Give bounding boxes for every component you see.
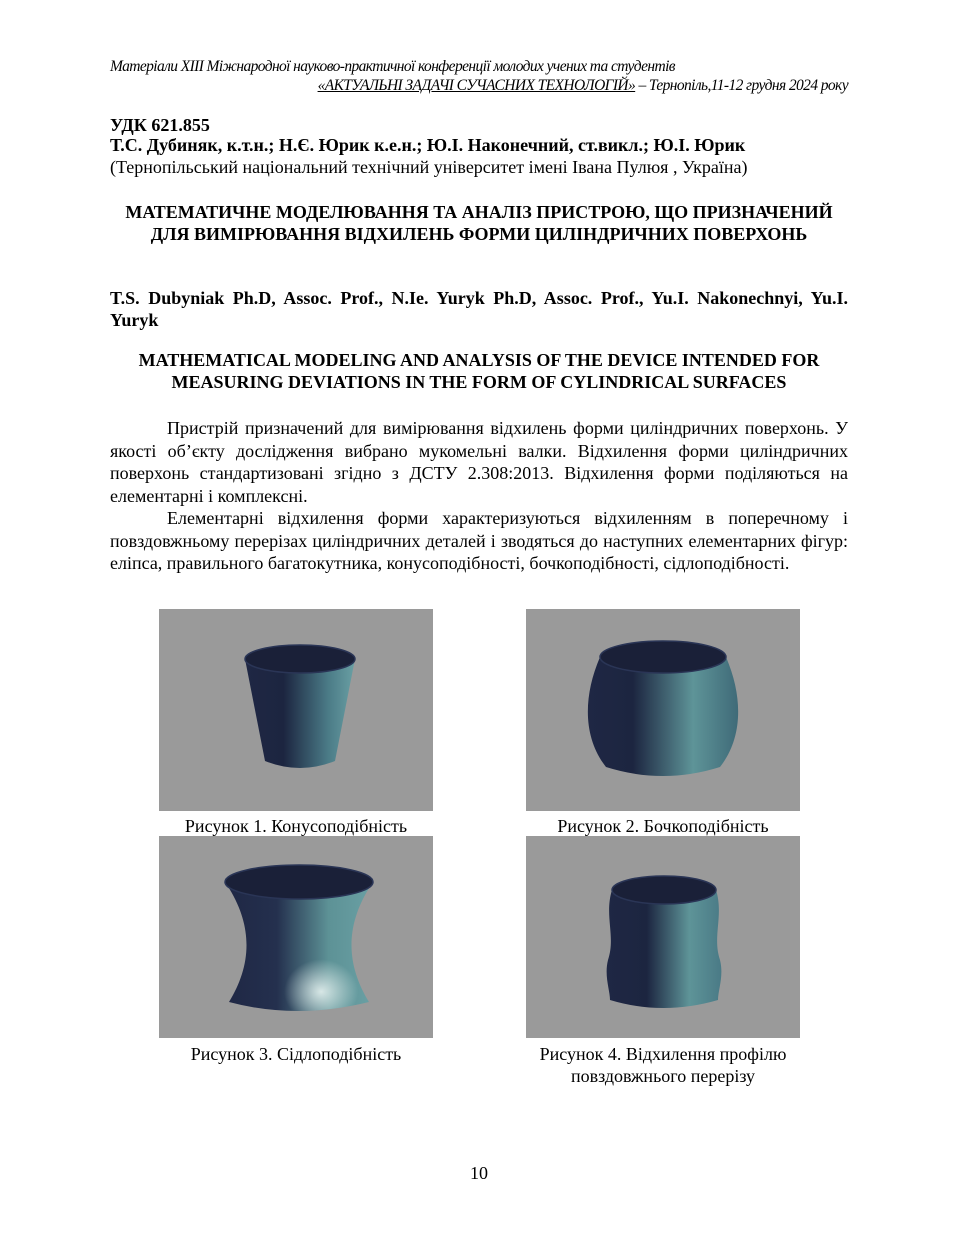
title-english: MATHEMATICAL MODELING AND ANALYSIS OF THE DEVICE INTENDED FOR MEASURING DEVIATIONS IN THE FORM OF CYLINDRICAL SURFACES xyxy=(138,350,820,392)
cone-surface-graphic xyxy=(159,609,433,811)
authors-ukrainian: Т.С. Дубиняк, к.т.н.; Н.Є. Юрик к.е.н.; Ю.І. Наконечний, ст.викл.; Ю.І. Юрик xyxy=(110,135,746,155)
saddle-surface-graphic xyxy=(159,836,433,1038)
header-conference-name: «АКТУАЛЬНІ ЗАДАЧІ СУЧАСНИХ ТЕХНОЛОГІЙ» xyxy=(317,77,636,94)
barrel-surface-graphic xyxy=(526,609,800,811)
figure-4-caption: Рисунок 4. Відхилення профілю повздовжнього перерізу xyxy=(539,1044,787,1086)
figure-2-barrel-image xyxy=(526,609,800,811)
figure-1-cone-image xyxy=(159,609,433,811)
wavy-cylinder-graphic xyxy=(526,836,800,1038)
body-text xyxy=(110,417,848,575)
title-ukrainian: МАТЕМАТИЧНЕ МОДЕЛЮВАННЯ ТА АНАЛІЗ ПРИСТРОЮ, ЩО ПРИЗНАЧЕНИЙ ДЛЯ ВИМІРЮВАННЯ ВІДХИЛЕНЬ ФОРМИ ЦИЛІНДРИЧНИХ ПОВЕРХОНЬ xyxy=(125,202,833,244)
header-conference-title-line xyxy=(110,76,848,95)
figure-3-saddle-image xyxy=(159,836,433,1038)
header-place-date: – Тернопіль,11-12 грудня 2024 року xyxy=(635,77,848,94)
paragraph-1: Пристрій призначений для вимірювання відхилень форми циліндричних поверхонь. У якості об’єкту дослідження вибрано мукомельні валки. Відхилення форми циліндричних поверхонь стандартизовані згідно з ДСТУ 2.308:2013. Відхилення форми поділяються на елементарні і комплексні. xyxy=(110,418,848,506)
header-conference-line: Матеріали XIII Міжнародної науково-практичної конференції молодих учених та студентів xyxy=(110,58,675,75)
page-number: 10 xyxy=(470,1163,488,1183)
udc-code: УДК 621.855 xyxy=(110,115,210,135)
running-header xyxy=(110,57,848,95)
figure-1-caption: Рисунок 1. Конусоподібність xyxy=(184,816,408,836)
authors-english: T.S. Dubyniak Ph.D, Assoc. Prof., N.Ie. Yuryk Ph.D, Assoc. Prof., Yu.I. Nakonechnyi, Yu.I. Yuryk xyxy=(110,288,848,330)
figure-3-caption: Рисунок 3. Сідлоподібність xyxy=(190,1044,402,1064)
figure-2-caption: Рисунок 2. Бочкоподібність xyxy=(557,816,769,836)
paragraph-2: Елементарні відхилення форми характеризуються відхиленням в поперечному і повздовжньому перерізах циліндричних деталей і зводяться до наступних елементарних фігур: еліпса, правильного багатокутника, конусоподібності, бочкоподібності, сідлоподібності. xyxy=(110,508,848,573)
affiliation: (Тернопільський національний технічний університет імені Івана Пулюя , Україна) xyxy=(110,157,748,177)
figure-4-profile-image xyxy=(526,836,800,1038)
